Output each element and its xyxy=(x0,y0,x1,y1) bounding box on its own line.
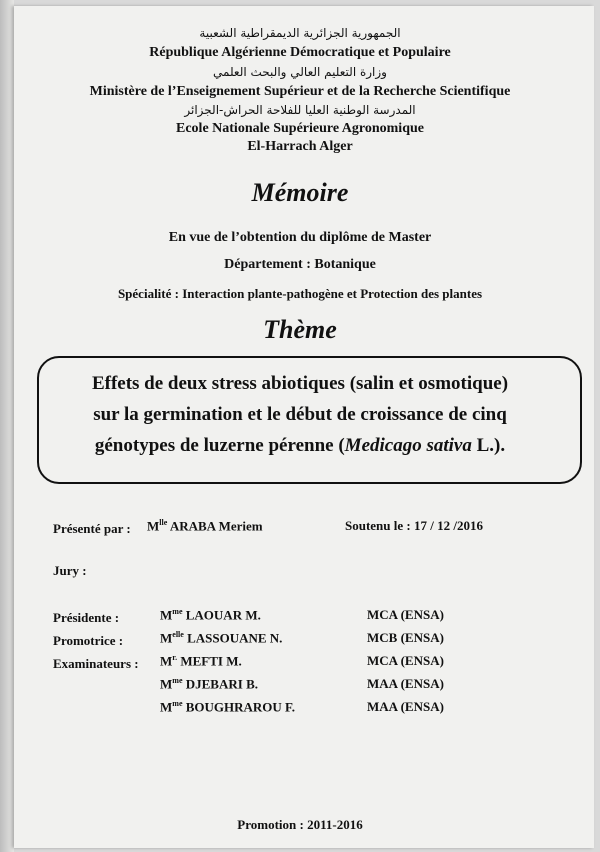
jury-grade: MAA (ENSA) xyxy=(367,699,444,714)
theme-line-3 xyxy=(0,435,600,457)
defense-date xyxy=(345,518,483,534)
theme-line-2: sur la germination et le début de croissance de cinq xyxy=(93,404,507,425)
theme-line-1: Effets de deux stress abiotiques (salin et osmotique) xyxy=(91,373,509,394)
jury-role: Promotrice : xyxy=(53,633,124,648)
jury-name: DJEBARI B. xyxy=(182,676,258,692)
arabic-school: المدرسة الوطنية العليا للفلاحة الحراش-الجزائر xyxy=(184,103,416,117)
presenter-name xyxy=(147,518,263,534)
presented-by-label: Présenté par : xyxy=(53,521,131,536)
arabic-ministry: وزارة التعليم العالي والبحث العلمي xyxy=(213,65,387,79)
jury-title: M xyxy=(160,676,173,692)
jury-title-sup: me xyxy=(172,607,183,616)
jury-grade: MAA (ENSA) xyxy=(367,676,444,691)
theme-line-3-pre: génotypes de luzerne pérenne ( xyxy=(94,435,345,456)
jury-member xyxy=(160,607,261,623)
jury-role: Examinateurs : xyxy=(53,656,139,671)
republic-heading: République Algérienne Démocratique et Populaire xyxy=(149,45,451,60)
ministry-heading: Ministère de l’Enseignement Supérieur et de la Recherche Scientifique xyxy=(89,84,511,99)
presenter-title-sup: lle xyxy=(159,518,168,527)
jury-title: M xyxy=(160,653,173,669)
speciality-line: Spécialité : Interaction plante-pathogène et Protection des plantes xyxy=(117,286,483,301)
jury-name: MEFTI M. xyxy=(177,653,242,669)
promotion-line: Promotion : 2011-2016 xyxy=(237,817,363,832)
presenter-surname: ARABA Meriem xyxy=(167,518,263,534)
city-heading: El-Harrach Alger xyxy=(247,139,353,154)
defense-label: Soutenu le : xyxy=(345,518,414,533)
jury-grade: MCB (ENSA) xyxy=(367,630,444,645)
jury-title-sup: elle xyxy=(172,630,184,639)
theme-label: Thème xyxy=(263,315,337,344)
defense-date-value: 17 / 12 /2016 xyxy=(413,518,483,533)
school-heading: Ecole Nationale Supérieure Agronomique xyxy=(176,121,424,136)
jury-grade: MCA (ENSA) xyxy=(367,653,444,668)
department-line: Département : Botanique xyxy=(224,257,376,272)
jury-name: LASSOUANE N. xyxy=(183,630,283,646)
jury-title-sup: me xyxy=(172,699,183,708)
jury-role: Présidente : xyxy=(53,610,120,625)
jury-label: Jury : xyxy=(53,563,87,578)
jury-name: LAOUAR M. xyxy=(182,607,261,623)
jury-title: M xyxy=(160,699,173,715)
memoire-title: Mémoire xyxy=(251,178,349,207)
jury-title: M xyxy=(160,630,173,646)
jury-name: BOUGHRAROU F. xyxy=(182,699,296,715)
jury-member xyxy=(160,653,242,669)
jury-member xyxy=(160,630,282,646)
jury-member xyxy=(160,676,258,692)
arabic-republic: الجمهورية الجزائرية الديمقراطية الشعبية xyxy=(199,26,401,40)
jury-title-sup: me xyxy=(172,676,183,685)
theme-line-3-post: L.). xyxy=(471,435,506,456)
presenter-title: M xyxy=(147,518,160,534)
jury-title: M xyxy=(160,607,173,623)
degree-line: En vue de l’obtention du diplôme de Master xyxy=(168,230,432,245)
species-name: Medicago sativa xyxy=(344,435,472,456)
jury-title-sup: r. xyxy=(172,653,178,662)
jury-grade: MCA (ENSA) xyxy=(367,607,444,622)
jury-member xyxy=(160,699,295,715)
